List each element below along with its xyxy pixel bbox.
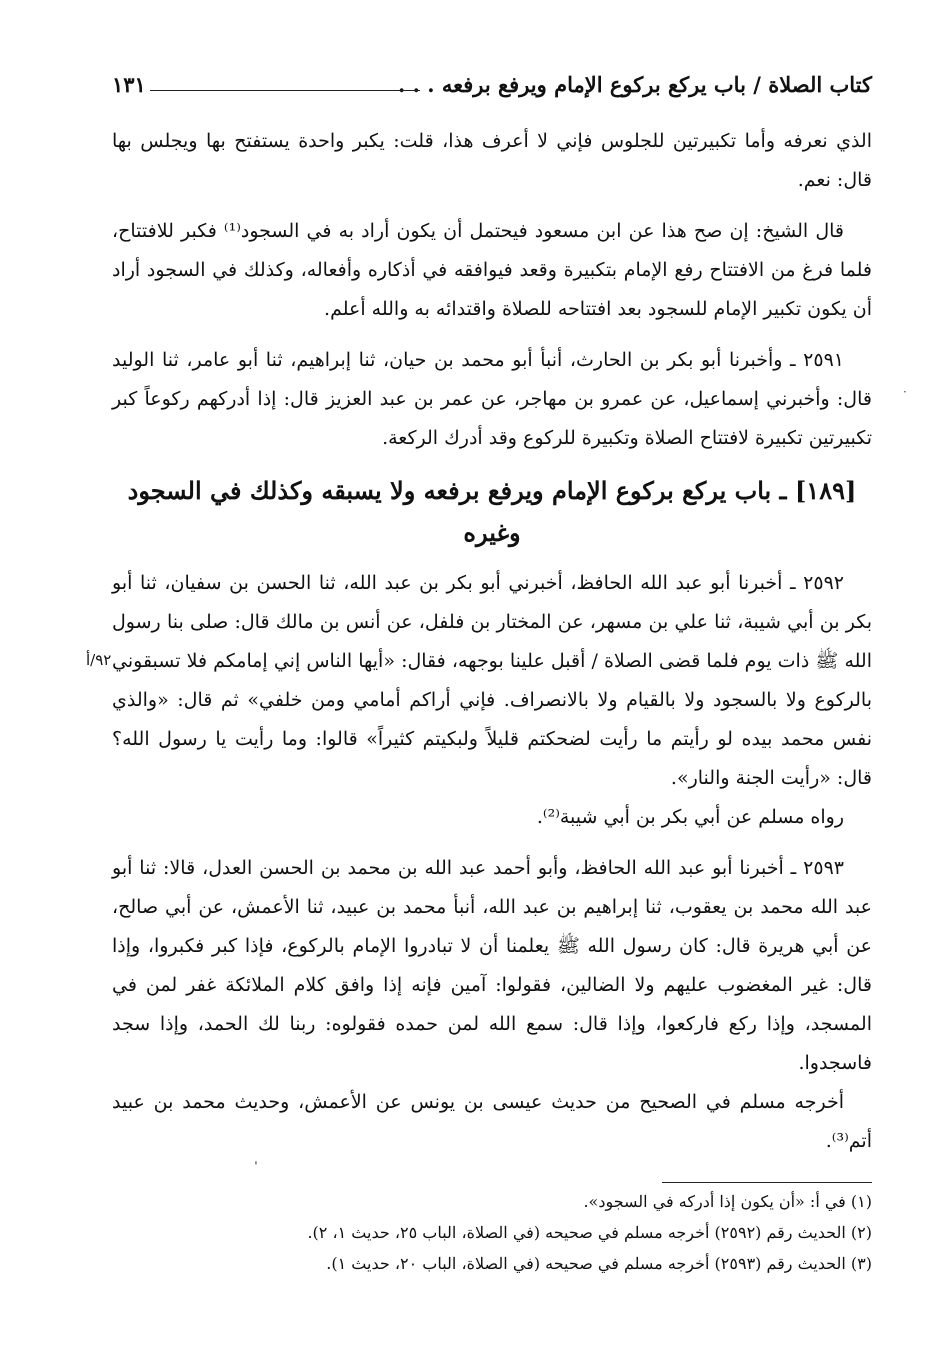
main-text xyxy=(112,122,872,1161)
paragraph-sheikh-comment: قال الشيخ: إن صح هذا عن ابن مسعود فيحتمل أن يكون أراد به في السجود⁽¹⁾ فكبر للافتتاح، فلما فرغ من الافتتاح رفع الإمام بتكبيرة وقعد فيوافقه في أذكاره وأفعاله، وكذلك في السجود أراد أن يكون تكبير الإمام للسجود بعد افتتاحه للصلاة واقتدائه به والله أعلم. xyxy=(112,220,872,320)
hadith-2591: ٢٥٩١ ـ وأخبرنا أبو بكر بن الحارث، أنبأ أبو محمد بن حيان، ثنا إبراهيم، ثنا أبو عامر، ثنا الوليد قال: وأخبرني إسماعيل، عن عمرو بن مهاجر، عن عمر بن عبد العزيز قال: إذا أدركهم ركوعاً كبر تكبيرتين تكبيرة لافتتاح الصلاة وتكبيرة للركوع وقد أدرك الركعة. xyxy=(112,349,872,449)
paragraph-continuation: الذي نعرفه وأما تكبيرتين للجلوس فإني لا أعرف هذا، قلت: يكبر واحدة يستفتح بها ويجلس بها قال: نعم. xyxy=(112,130,872,191)
footnote-1: (١) في أ: «أن يكون إذا أدركه في السجود». xyxy=(583,1192,872,1211)
footnote-2: (٢) الحديث رقم (٢٥٩٢) أخرجه مسلم في صحيحه (في الصلاة، الباب ٢٥، حديث ١، ٢). xyxy=(307,1223,872,1242)
hadith-2592: ٢٥٩٢ ـ أخبرنا أبو عبد الله الحافظ، أخبرني أبو بكر بن عبد الله، ثنا الحسن بن سفيان، ثنا أبو بكر بن أبي شيبة، ثنا علي بن مسهر، عن المختار بن فلفل، عن أنس بن مالك قال: صلى بنا رسول الله ﷺ ذات يوم فلما قضى الصلاة / أقبل علينا بوجهه، فقال: «أيها الناس إني إمامكم فلا تسبقوني بالركوع ولا بالسجود ولا بالقيام ولا بالانصراف. فإني أراكم أمامي ومن خلفي» ثم قال: «والذي نفس محمد بيده لو رأيتم ما رأيت لضحكتم قليلاً ولبكيتم كثيراً» قالوا: وما رأيت يا رسول الله؟ قال: «رأيت الجنة والنار». xyxy=(112,572,872,789)
footnote-3: (٣) الحديث رقم (٢٥٩٣) أخرجه مسلم في صحيحه (في الصلاة، الباب ٢٠، حديث ١). xyxy=(326,1254,872,1273)
narration-note-muslim: رواه مسلم عن أبي بكر بن أبي شيبة⁽²⁾. xyxy=(536,806,844,828)
stray-mark: · xyxy=(903,385,907,399)
narration-note-sahih: أخرجه مسلم في الصحيح من حديث عيسى بن يونس عن الأعمش، وحديث محمد بن عبيد أتم⁽³⁾. xyxy=(112,1091,872,1152)
header-rule xyxy=(150,90,420,91)
running-title: كتاب الصلاة / باب يركع بركوع الإمام ويرفع برفعه . . . xyxy=(397,72,872,97)
stray-mark: ˈ xyxy=(254,1160,258,1176)
chapter-title: [١٨٩] ـ باب يركع بركوع الإمام ويرفع برفعه ولا يسبقه وكذلك في السجود وغيره xyxy=(127,476,857,547)
page-number: ١٣١ xyxy=(112,72,146,97)
footnotes xyxy=(112,1186,872,1279)
footnote-rule xyxy=(662,1182,872,1183)
manuscript-folio-note: ٩٢/أ xyxy=(86,651,112,669)
page-header xyxy=(112,72,872,106)
hadith-2593: ٢٥٩٣ ـ أخبرنا أبو عبد الله الحافظ، وأبو أحمد عبد الله بن محمد بن الحسن العدل، قالا: ثنا أبو عبد الله محمد بن يعقوب، ثنا إبراهيم بن عبد الله، أنبأ محمد بن عبيد، ثنا الأعمش، عن أبي صالح، عن أبي هريرة قال: كان رسول الله ﷺ يعلمنا أن لا تبادروا الإمام بالركوع، فإذا كبر فكبروا، وإذا قال: غير المغضوب عليهم ولا الضالين، فقولوا: آمين فإنه إذا وافق كلام الملائكة غفر لمن في المسجد، وإذا ركع فاركعوا، وإذا قال: سمع الله لمن حمده فقولوه: ربنا لك الحمد، وإذا سجد فاسجدوا. xyxy=(112,857,872,1074)
